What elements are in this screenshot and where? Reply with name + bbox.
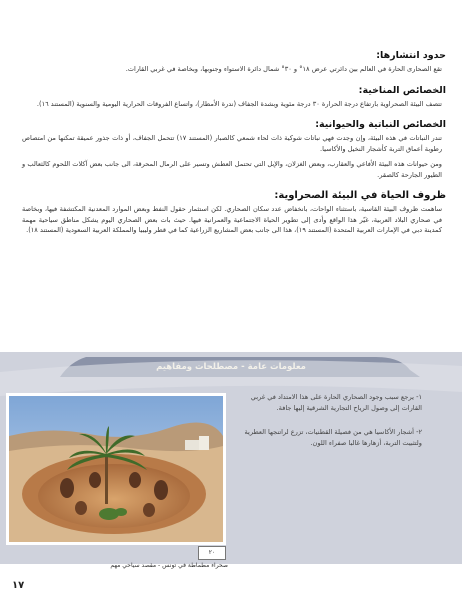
section-living-conditions <box>22 190 446 236</box>
section-climate <box>22 85 446 110</box>
section-heading: الخصائص المناخية: <box>358 84 446 96</box>
section-flora-fauna <box>22 119 446 180</box>
section-paragraph: تتصف البيئة الصحراوية بارتفاع درجة الحرارة ٣٠ درجة مئوية وبشدة الجفاف (ندرة الأمطار)، واتساع الفروقات الحرارية اليومية والسنوية (المستند ١٦). <box>36 99 442 108</box>
section-distribution <box>22 50 446 75</box>
info-item: ٢- أشجار الأكاسيا هي من فصيلة القطنيات، تزرع لراتنجها العطرية ولتثبيت التربة، أزهارها غالبا صفراء اللون. <box>244 428 422 447</box>
main-text <box>22 50 446 246</box>
section-heading: ظروف الحياة في البيئة الصحراوية: <box>274 190 446 201</box>
section-heading: الخصائص النباتية والحيوانية: <box>315 119 446 130</box>
section-paragraph: ومن حيوانات هذه البيئة الأفاعي والعقارب، وبعض الغزلان، والإبل التي تحتمل العطش وتسير على الرمال المحرقة، الى جانب بعض آكلات اللحوم كالثعالب و الطيور الجارحة كالصقر. <box>22 160 442 179</box>
section-paragraph: تقع الصحارى الحارة في العالم بين دائرتي عرض ١٨° و ٣٠° شمال دائرة الاستواء وجنوبها، وبخاصة في غربي القارات. <box>125 65 442 73</box>
desert-dwelling-photo <box>9 396 223 542</box>
figure-number: ٢٠ <box>198 546 226 560</box>
figure-caption: صحراء مطماطة في تونس - مقصد سياحي مهم <box>110 562 228 569</box>
section-paragraph: ساهمت ظروف البيئة القاسية، باستثناء الواحات، بانخفاض عدد سكان الصحاري. لكن استثمار حقول النفط وبعض الموارد المعدنية المكتشفة فيها، وبخاصة في صحاري البلاد العربية، غيّر هذا الواقع وأدى إلى تطوير الحياة الاجتماعية والعمرانية فيها. حيث بات بعض الصحاري اليوم يشكل مناطق سياحية مهمة كمدينة دبي في الإمارات العربية المتحدة (المستند ١٩)، هذا الى جانب بعض المشاريع الزراعية كما في قطر وليبيا والمملكة العربية السعودية (المستند ١٨). <box>22 205 442 234</box>
figure-photo <box>6 393 226 545</box>
section-heading: حدود انتشارها: <box>376 50 446 61</box>
info-box-banner: معلومات عامة - مصطلحات ومفاهيم <box>156 362 306 372</box>
info-list <box>232 392 422 462</box>
page-number: ١٧ <box>12 580 25 591</box>
info-item: ١- يرجع سبب وجود الصحاري الحارة على هذا الامتداد في غربي القارات إلى وصول الرياح التجارية الشرقية إليها جافة. <box>250 393 422 412</box>
section-paragraph: تندر النباتات في هذه البيئة، وإن وجدت فهي نباتات شوكية ذات لحاء شمعي كالصبار (المستند ١٧) تتحمل الجفاف، أو ذات جذور عميقة تمكنها من امتصاص رطوبة أعماق التربة كأشجار النخيل والأكاسيا. <box>22 134 442 153</box>
